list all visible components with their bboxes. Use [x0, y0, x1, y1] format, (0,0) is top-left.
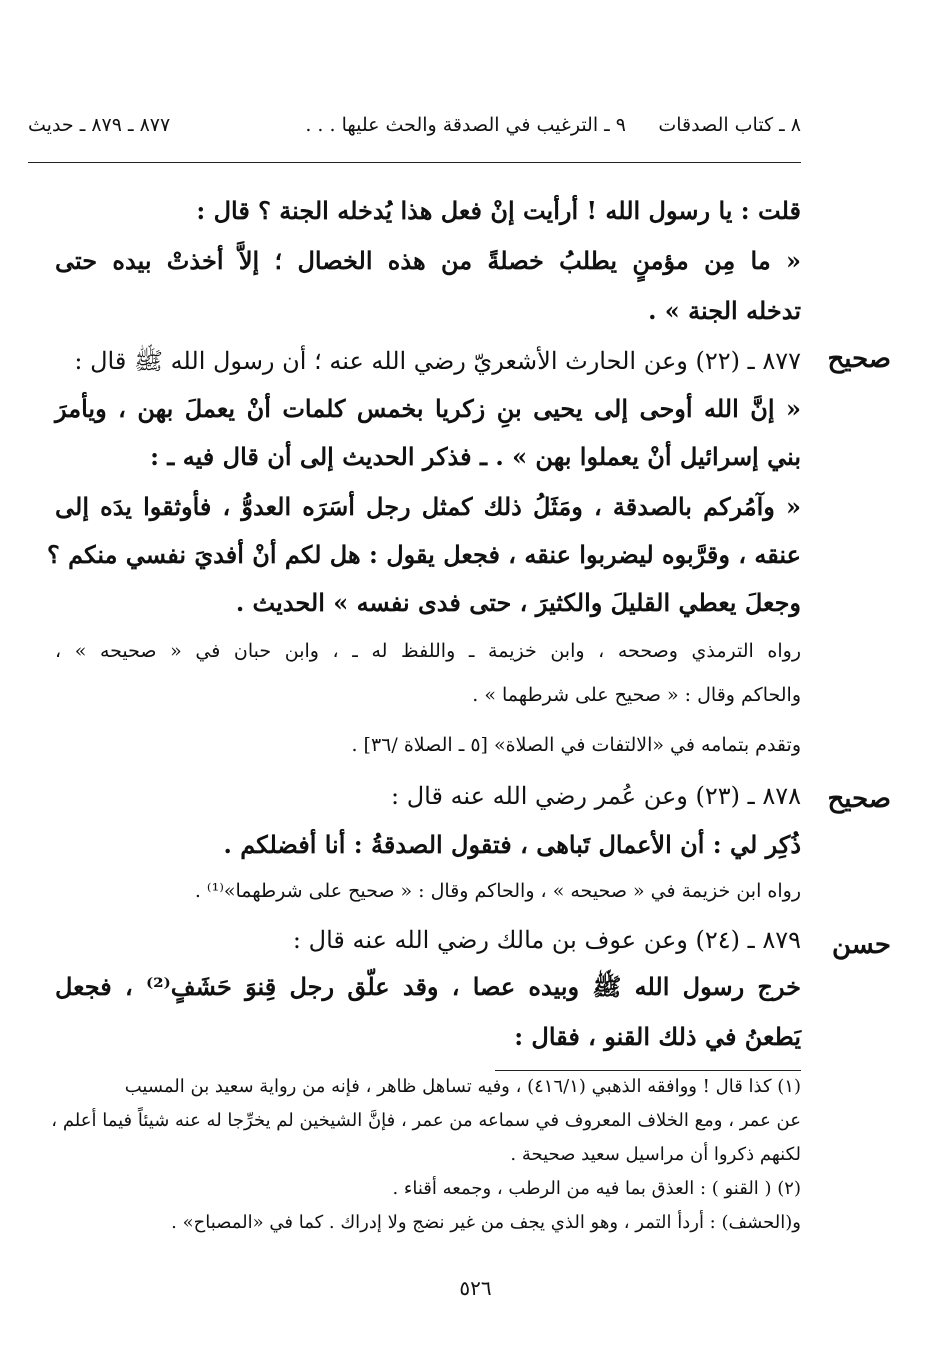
header-chapter: ٨ ـ كتاب الصدقات [658, 114, 801, 136]
grade-label-878: صحيح [827, 784, 891, 814]
running-header [28, 114, 801, 148]
header-hadith-range: ٨٧٧ ـ ٨٧٩ ـ حديث [28, 114, 171, 136]
hadith-877-line-1: « إنَّ الله أوحى إلى يحيى بنِ زكريا بخمس كلمات أنْ يعملَ بهن ، ويأمرَ [55, 394, 801, 423]
footnote-1-line-3: لكنهم ذكروا أن مراسيل سعيد صحيحة . [510, 1144, 801, 1165]
prev-line-2: « ما مِن مؤمنٍ يطلبُ خصلةً من هذه الخصال ؛ إلاَّ أخذتْ بيده حتى [55, 246, 801, 275]
hadith-877-line-2: بني إسرائيل أنْ يعملوا بهن » . ـ فذكر الحديث إلى أن قال فيه ـ : [150, 442, 801, 471]
page-number: ٥٢٦ [459, 1276, 492, 1300]
grade-label-879: حسن [831, 930, 891, 960]
hadith-879-line-1: خرج رسول الله ﷺ وبيده عصا ، وقد علّق رجل قِنوَ حَشَفٍ⁽²⁾ ، فجعل [55, 972, 801, 1001]
hadith-877-line-5: وجعلَ يعطي القليلَ والكثيرَ ، حتى فدى نفسه » الحديث . [235, 588, 801, 617]
hadith-878-text: ذُكِر لي : أن الأعمال تَباهى ، فتقول الصدقةُ : أنا أفضلكم . [223, 830, 801, 859]
hadith-877-source-1: رواه الترمذي وصححه ، وابن خزيمة ـ واللفظ له ـ ، وابن حبان في « صحيحه » ، [55, 640, 801, 662]
footnote-1-line-1: (١) كذا قال ! ووافقه الذهبي (٤١٦/١) ، وفيه تساهل ظاهر ، فإنه من رواية سعيد بن المسيب [124, 1076, 801, 1097]
hadith-877-line-3: « وآمُركم بالصدقة ، ومَثَلُ ذلك كمثل رجل أسَرَه العدوُّ ، فأوثقوا يدَه إلى [55, 492, 801, 521]
prev-line-3: تدخله الجنة » . [648, 296, 801, 325]
hadith-879-line-2: يَطعنُ في ذلك القنو ، فقال : [514, 1022, 801, 1051]
footnote-1-line-2: عن عمر ، ومع الخلاف المعروف في سماعه من عمر ، فإنَّ الشيخين لم يخرِّجا له عنه شيئاً فيما أعلم ، [51, 1110, 801, 1131]
footnote-2-line-2: و(الحشف) : أردأ التمر ، وهو الذي يجف من غير نضج ولا إدراك . كما في «المصباح» . [171, 1212, 801, 1233]
footnote-2-line-1: (٢) ( القنو ) : العذق بما فيه من الرطب ، وجمعه أقناء . [392, 1178, 801, 1199]
hadith-877-intro: ٨٧٧ ـ (٢٢) وعن الحارث الأشعريّ رضي الله عنه ؛ أن رسول الله ﷺ قال : [74, 347, 801, 375]
hadith-878-intro: ٨٧٨ ـ (٢٣) وعن عُمر رضي الله عنه قال : [391, 782, 801, 810]
hadith-877-reference: وتقدم بتمامه في «الالتفات في الصلاة» [٥ ـ الصلاة /٣٦] . [351, 734, 801, 756]
header-divider [28, 162, 801, 163]
hadith-879-intro: ٨٧٩ ـ (٢٤) وعن عوف بن مالك رضي الله عنه قال : [292, 926, 801, 954]
hadith-878-source: رواه ابن خزيمة في « صحيحه » ، والحاكم وقال : « صحيح على شرطهما»⁽¹⁾ . [194, 880, 801, 902]
hadith-877-line-4: عنقه ، وقرَّبوه ليضربوا عنقه ، فجعل يقول : هل لكم أنْ أفديَ نفسي منكم ؟ [47, 540, 801, 569]
header-section: ٩ ـ الترغيب في الصدقة والحث عليها . . . [305, 114, 626, 136]
hadith-877-source-2: والحاكم وقال : « صحيح على شرطهما » . [472, 684, 801, 706]
grade-label-877: صحيح [827, 344, 891, 374]
prev-line-1: قلت : يا رسول الله ! أرأيت إنْ فعل هذا يُدخله الجنة ؟ قال : [196, 196, 801, 225]
footnote-divider [495, 1070, 801, 1071]
